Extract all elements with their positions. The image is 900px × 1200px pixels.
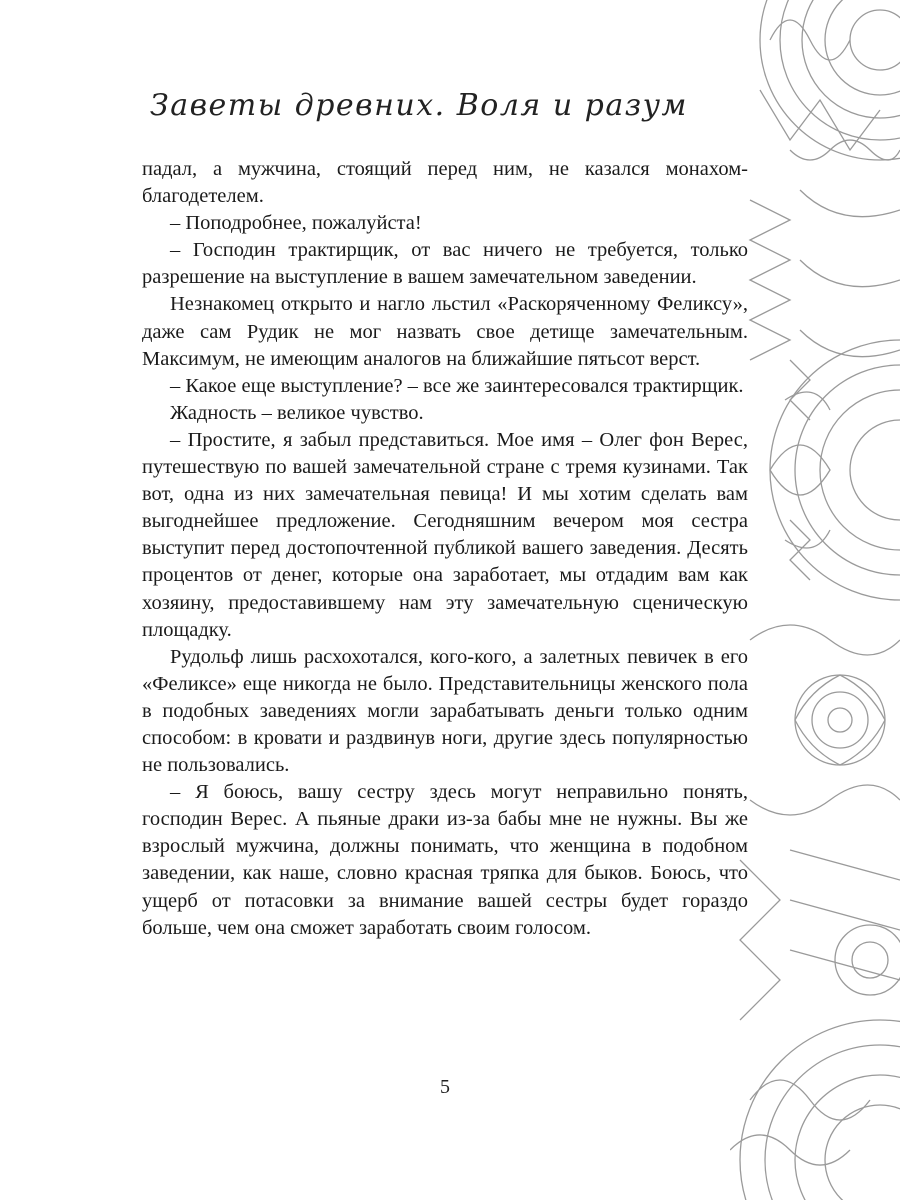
paragraph: Жадность – великое чувство.: [170, 401, 424, 424]
paragraph: – Поподробнее, пожалуйста!: [170, 212, 422, 235]
mandala-ornament-border: [730, 0, 900, 1200]
paragraph: Незнакомец открыто и нагло льстил «Раскоряченному Феликсу», даже сам Рудик не мог назвать свое детище замечательным. Максимум, не имеющим аналогов на ближайшие пятьсот верст.: [142, 293, 748, 370]
paragraph: – Господин трактирщик, от вас ничего не требуется, только разрешение на выступление в вашем замечательном заведении.: [142, 239, 748, 289]
paragraph: – Я боюсь, вашу сестру здесь могут неправильно понять, господин Верес. А пьяные драки из-за бабы мне не нужны. Вы же взрослый мужчина, должны понимать, что женщина в подобном заведении, как наше, словно красная тряпка для быков. Боюсь, что ущерб от потасовки за внимание вашей сестры будет гораздо больше, чем она сможет заработать своим голосом.: [142, 781, 748, 939]
paragraph: – Простите, я забыл представиться. Мое имя – Олег фон Верес, путешествую по вашей замечательной стране с тремя кузинами. Так вот, одна из них замечательная певица! И мы хотим сделать вам выгоднейшее предложение. Сегодняшним вечером моя сестра выступит перед достопочтенной публикой вашего заведения. Десять процентов от денег, которые она заработает, мы отдадим вам как хозяину, предоставившему нам эту замечательную сценическую площадку.: [142, 428, 748, 641]
paragraph: падал, а мужчина, стоящий перед ним, не казался монахом-благодетелем.: [142, 158, 748, 208]
body-text: [142, 156, 748, 942]
running-header-title: Заветы древних. Воля и разум: [150, 88, 688, 123]
paragraph: Рудольф лишь расхохотался, кого-кого, а залетных певичек в его «Феликсе» еще никогда не было. Представительницы женского пола в подобных заведениях могли зарабатывать деньги только одним способом: в кровати и раздвинув ноги, другие здесь популярностью не пользовались.: [142, 645, 748, 777]
paragraph: – Какое еще выступление? – все же заинтересовался трактирщик.: [170, 374, 744, 397]
page-number: 5: [440, 1076, 450, 1098]
